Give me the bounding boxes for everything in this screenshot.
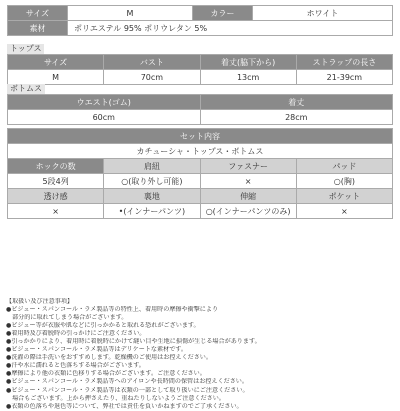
tops-table (7, 54, 393, 85)
set-header: 裏地 (104, 189, 200, 204)
set-cell: × (200, 174, 296, 189)
note-line: ●ビジュー等が衣服や肌などに引っかかると取れる恐れがございます。 (6, 322, 200, 330)
bottoms-header: 着丈 (200, 95, 393, 110)
tops-header: 着丈(脇下から) (200, 55, 296, 70)
note-line: 部分的に取れてしまう場合がございます。 (6, 314, 128, 322)
tops-header: ストラップの長さ (296, 55, 392, 70)
bottoms-header: ウエスト(ゴム) (8, 95, 201, 110)
material-label: 素材 (8, 21, 68, 36)
tops-header: サイズ (8, 55, 104, 70)
note-line: ●引っかかりにより、着用時に着脱時にかけて縫い目や生地に損傷が生じる場合があります。 (6, 338, 261, 346)
tops-cell: M (8, 70, 104, 85)
set-cell: 5段4列 (8, 174, 104, 189)
set-cell: ○(インナーパンツのみ) (200, 204, 296, 219)
tops-cell: 70cm (104, 70, 200, 85)
color-value: ホワイト (253, 6, 393, 21)
note-line: ●ビジュー・スパンコール・ラメ製品等は衣類の一部として取り扱いにご注意ください。 (6, 386, 249, 394)
tops-section-title: トップス (7, 44, 44, 54)
note-line: ●ビジュー・スパンコール・ラメ製品等へのアイロンや長時間の保管はお控えください。 (6, 378, 248, 386)
set-title: セット内容 (8, 129, 393, 144)
tops-header: バスト (104, 55, 200, 70)
care-notes (6, 298, 396, 411)
bottoms-cell: 60cm (8, 110, 201, 125)
note-line: ●汗や水に濡れると色落ちする場合がございます。 (6, 362, 145, 370)
set-header: ポケット (296, 189, 392, 204)
notes-heading: 【取扱い及び注意事項】 (6, 298, 74, 305)
note-line: ●摩擦により他の衣類に色移りする場合がございます。ご注意ください。 (6, 370, 206, 378)
set-header: パッド (296, 159, 392, 174)
set-cell: ○(取り外し可能) (104, 174, 200, 189)
color-label: カラー (193, 6, 253, 21)
note-line: ●ビジュー・スパンコール・ラメ製品等の特性上、着用時の摩擦や衝撃により (6, 306, 219, 314)
note-line: ●着用時及び着脱時の引っかけにご注意ください。 (6, 330, 146, 338)
note-line: ●ビジュー・スパンコール・ラメ製品等はデリケートな素材です。 (6, 346, 187, 354)
material-value: ポリエステル 95% ポリウレタン 5% (68, 21, 393, 36)
spec-table (7, 5, 393, 36)
set-table (7, 128, 393, 219)
set-cell: × (8, 204, 104, 219)
size-value: M (68, 6, 193, 21)
note-line: 場合もございます。上から押さえたり、重ねたりしないようご注意ください。 (6, 394, 225, 402)
set-header: ホックの数 (8, 159, 104, 174)
bottoms-table (7, 94, 393, 125)
note-line: ●洗濯の際は手洗いをおすすめします。乾燥機のご使用はお控えください。 (6, 354, 212, 362)
note-line: ●衣類の色落ちや退色等について、弊社では責任を負いかねますのでご了承ください。 (6, 402, 243, 410)
tops-cell: 13cm (200, 70, 296, 85)
set-header: 透け感 (8, 189, 104, 204)
set-header: ファスナー (200, 159, 296, 174)
set-cell: × (296, 204, 392, 219)
set-header: 伸縮 (200, 189, 296, 204)
set-header: 肩紐 (104, 159, 200, 174)
tops-cell: 21-39cm (296, 70, 392, 85)
bottoms-cell: 28cm (200, 110, 393, 125)
set-cell: •(インナーパンツ) (104, 204, 200, 219)
bottoms-section-title: ボトムス (7, 84, 45, 94)
set-content: カチューシャ・トップス・ボトムス (8, 144, 393, 159)
size-label: サイズ (8, 6, 68, 21)
set-cell: ○(胸) (296, 174, 392, 189)
